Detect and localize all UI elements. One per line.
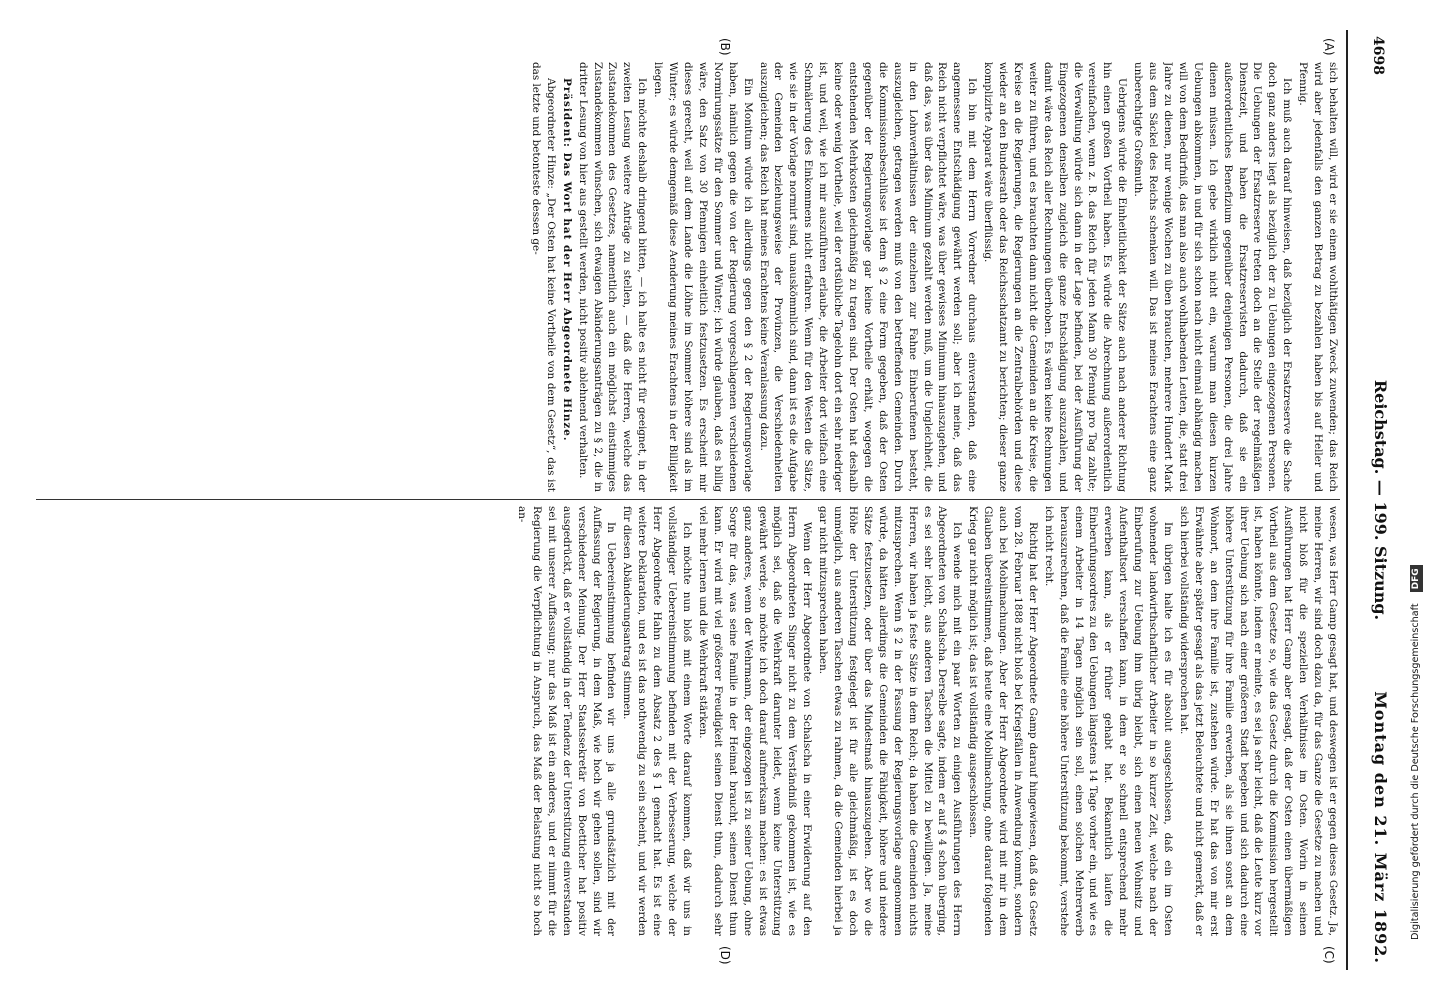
paragraph: Ich wende mich mit ein paar Worten zu einigen Ausführungen des Herrn Abgeordneten von Schalscha. Derselbe sagte, indem er auf § 4 schon überging, es sei sehr leicht, aus anderen Taschen die Mittel zu bewilligen. Ja, meine Herren, wir haben ja feste Sätze in dem Reich; da haben die Gemeinden nichts mitzusprechen. Wenn § 2 in der Fassung der Regierungsvorlage angenommen würde, da hätten allerdings die Gemeinden die Fähigkeit, höhere und niedere Sätze festzusetzen, oder über das Mindestmaß hinauszugehen. Aber wo die Höhe der Unterstützung festgelegt ist für alle gleichmäßig, ist es doch unmöglich, aus anderen Taschen etwas zu rahmen, da die Gemeinden hierbei ja gar nicht mitzusprechen haben. bbox=[817, 506, 964, 936]
margin-letter-c: (C) bbox=[1322, 946, 1336, 964]
right-column bbox=[36, 506, 1340, 936]
paragraph: sich behalten will, wird er sie einem wohlthätigen Zweck zuwenden; das Reich wird aber jedenfalls den ganzen Betrag zu bezahlen haben bis auf Heller und Pfennig. bbox=[1297, 62, 1339, 492]
margin-letter-d: (D) bbox=[718, 946, 732, 965]
paragraph: wesen, was Herr Gamp gesagt hat, und deswegen ist er gegen dieses Gesetz. Ja, meine Herren, wir sind doch dazu da, für das Ganze die Gesetze zu machen und nicht bloß für die speziellen Verhältnisse im Osten. Worin in seinen Ausführungen hat Herr Gamp aber gesagt, daß der Osten einen übermäßigen Vortheil aus dem Gesetze so, wie das Gesetz durch die Kommission hergestellt ist, haben könnte, indem er meinte, es sei ja sehr leicht, daß die Leute kurz vor ihrer Uebung sich nach einer größeren Stadt begeben und sich dadurch eine höhere Unterstützung für ihre Familie erwerben, als sie ihnen sonst an dem Wohnort, an dem ihre Familie ist, zustehen würde. Er hat das von mir erst Erwähnte aber später gesagt als das jetzt Beleuchtete und nicht gemerkt, daß er sich hierbei vollständig widersprochen hat. bbox=[1177, 506, 1339, 936]
paragraph: Wenn der Herr Abgeordnete von Schalscha in einer Erwiderung auf den Herrn Abgeordneten Singer nicht zu dem Verständniß gekommen ist, wie es möglich sei, daß die Wehrkraft darunter leidet, wenn keine Unterstützung gewährt werde, so möchte ich doch darauf aufmerksam machen: es ist etwas ganz anderes, wenn der Wehrmann, der eingezogen ist zu seiner Uebung, ohne Sorge für das, was seine Familie in der Heimat braucht, seinen Dienst thun kann. Er wird mit viel größerer Freudigkeit seinen Dienst thun, dadurch sehr viel mehr lernen und die Wehrkraft stärken. bbox=[696, 506, 814, 936]
paragraph: Ich möchte nun bloß mit einem Worte darauf kommen, daß wir uns in vollständiger Uebereinstimmung befinden mit der Verbesserung, welche der Herr Abgeordnete Hahn zu dem Absatz 2 des § 1 gemacht hat. Es ist eine weitere Deklaration, und es ist das nothwendig zu sein scheint, und wir werden für diesen Abänderungsantrag stimmen. bbox=[621, 506, 694, 936]
margin-letter-a: (A) bbox=[1322, 38, 1336, 56]
running-header bbox=[1352, 30, 1398, 970]
paragraph: Ich muß auch darauf hinweisen, daß bezüglich der Ersatzreserve die Sache doch ganz anders liegt als bezüglich der zu Uebungen eingezogenen Personen. Die Uebungen der Ersatzreserve treten doch an die Stelle der regelmäßigen Dienstzeit, und haben die Ersatzreservisten dadurch, daß sie ein außerordentliches Benefizium gegenüber denjenigen Personen, die drei Jahre dienen müssen. Ich gebe wirklich nicht ein, warum man diesen kurzen Uebungen abkommen, in und für sich schon nach nicht einmal abhängig machen will von dem Bedürfniß, das man also auch wohlhabenden Leuten, die, statt drei Jahre zu dienen, nur wenige Wochen zu üben brauchen, mehrere Hundert Mark aus dem Säckel des Reichs schenken will. Das ist meines Erachtens eine ganz unberechtigte Großmuth. bbox=[1132, 62, 1294, 492]
header-title: Reichstag. — 199. Sitzung. bbox=[1371, 379, 1390, 621]
margin-letter-b: (B) bbox=[718, 38, 732, 56]
page-number: 4698 bbox=[1370, 36, 1386, 75]
paragraph: Im übrigen halte ich es für absolut ausgeschlossen, daß ein im Osten wohnender landwirthschaftlicher Arbeiter in so kurzer Zeit, welche nach der Einberufung zur Uebung ihm übrig bleibt, sich einen neuen Wohnsitz und Aufenthaltsort verschaffen kann, in dem er so schnell entsprechend mehr erwerben kann, als er früher gehabt hat. Bekanntlich laufen die Einberufungsordres zu den Uebungen längstens 14 Tage vorher ein, und wie es einem Arbeiter in 14 Tagen möglich sein soll, einen solchen Mehrerwerb herauszurechnen, daß die Familie eine höhere Unterstützung bekommt, verstehe ich nicht recht. bbox=[1042, 506, 1175, 936]
header-date: Montag den 21. März 1892. bbox=[1371, 691, 1390, 964]
paragraph: Richtig hat der Herr Abgeordnete Gamp darauf hingewiesen, daß das Gesetz vom 28. Februar 1888 nicht bloß bei Kriegsfällen in Anwendung kommt, sondern auch bei Mobilmachungen. Aber der Herr Abgeordnete wird mit mir in dem Glauben übereinstimmen, daß heute eine Mobilmachung, ohne darauf folgenden Krieg gar nicht möglich ist; das ist vollständig ausgeschlossen. bbox=[967, 506, 1039, 936]
paragraph: Ich bin mit dem Herrn Vorredner durchaus einverstanden, daß eine angemessene Entschädigung gewährt werden soll; aber ich meine, daß das Reich nicht verpflichtet wäre, was über gewisses Minimum hinauszugehen, und daß das, was über das Minimum gezahlt werden muß, um die Ungleichheit, die in den Lohnverhältnissen der einzelnen zur Fahne Einberufenen besteht, auszugleichen, getragen werden muß von den betreffenden Gemeinden. Durch die Kommissionsbeschlüsse ist dem § 2 eine Form gegeben, daß der Osten gegenüber der Regierungsvorlage gar keine Vortheile erhält, wogegen die entstehenden Mehrkosten gleichmäßig zu tragen sind. Der Osten hat deshalb keine oder wenig Vortheile, weil der ortsübliche Tagelohn dort ein sehr niedriger ist, und weil, wie ich mir auszuführen erlaube, die Arbeiter dort vielfach eine Schmälerung des Einkommens nicht erfahren. Wenn für den Westen die Sätze, wie sie in der Vorlage normirt sind, unauskömmlich sind, dann ist es die Aufgabe der Gemeinden beziehungsweise der Provinzen, die Verschiedenheiten auszugleichen; das Reich hat meines Erachtens keine Veranlassung dazu. bbox=[757, 62, 979, 492]
paragraph: Ich möchte deshalb dringend bitten, — ich halte es nicht für geeignet, in der zweiten Lesung weitere Anträge zu stellen, — daß die Herren, welche das Zustandekommen des Gesetzes, namentlich auch ein möglichst einstimmiges Zustandekommen wünschen, sich etwaigen Abänderungsanträgen zu § 2, die in dritter Lesung von hier aus gestellt werden, nicht positiv ablehnend verhalten. bbox=[576, 62, 649, 492]
credit-text: Digitalisierung gefördert durch die Deutsche Forschungsgemeinschaft bbox=[1410, 603, 1421, 940]
speaker-line: Präsident: Das Wort hat der Herr Abgeordnete Hinze. bbox=[560, 78, 573, 442]
paragraph: Abgeordneter Hinze: „Der Osten hat keine Vortheile von dem Gesetz“, das ist das letzte und betonteste dessen ge- bbox=[529, 62, 557, 492]
digitization-credit bbox=[1405, 20, 1427, 980]
paragraph: Ein Monitum würde ich allerdings gegen den § 2 der Regierungsvorlage haben, nämlich gegen die von der Regierung vorgeschlagenen verschiedenen Normirungssätze für den Sommer und Winter; ich würde glauben, daß es billig wäre, den Satz von 30 Pfennigen einheitlich festzusetzen. Es erscheint mir dieses gerecht, weil auf dem Lande die Löhne im Sommer höhere sind als im Winter; es würde demgemäß diese Aenderung meines Erachtens in der Billigkeit liegen. bbox=[652, 62, 754, 492]
dfg-logo: DFG bbox=[1410, 565, 1423, 592]
paragraph: In Uebereinstimmung befinden wir uns ja alle grundsätzlich mit der Auffassung der Regierung, in dem Maß, wie hoch wir gehen sollen, sind wir verschiedener Meinung. Der Herr Staatssekretär von Boetticher hat positiv ausgedrückt, daß er vollständig in der Tendenz der Unterstützung einverstanden sei mit unserer Auffassung; nur das Maß ist ein anderes, und er nimmt für die Regierung die Verpflichtung in Anspruch, das Maß der Belastung nicht so hoch an- bbox=[516, 506, 618, 936]
column-divider bbox=[36, 499, 1340, 500]
header-rule bbox=[1346, 30, 1348, 970]
paragraph: Uebrigens würde die Einheitlichkeit der Sätze auch nach anderer Richtung hin einen großen Vortheil haben. Es würde die Abrechnung außerordentlich vereinfachen, wenn z. B. das Reich für jeden Mann 30 Pfennig pro Tag zahlte; die Verwaltung würde sich dann in der Lage befinden, bei der Ausführung der Eingezogenen denselben zugleich die ganze Entschädigung auszuzahlen, und damit wäre das Reich aller Rechnungen überhoben. Es wären keine Rechnungen weiter zu führen, und es brauchten dann nicht die Gemeinden an die Kreise, die Kreise an die Regierungen, die Regierungen an die Zentralbehörden und diese wieder an den Bundesrath oder das Reichsschatzamt zu berichten; dieser ganze komplizirte Apparat wäre überflüssig. bbox=[982, 62, 1129, 492]
left-column bbox=[36, 62, 1340, 492]
